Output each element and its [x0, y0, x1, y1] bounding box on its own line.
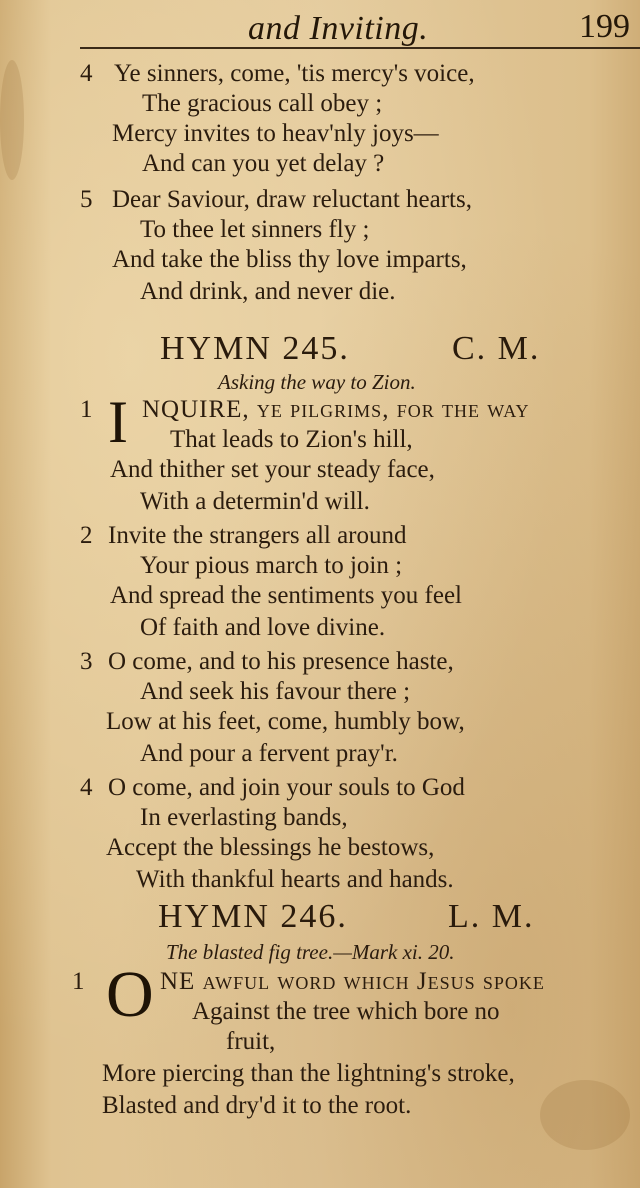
verse-line: Against the tree which bore no — [192, 998, 500, 1025]
verse-line: And thither set your steady face, — [110, 456, 435, 483]
verse-line: Low at his feet, come, humbly bow, — [106, 708, 465, 735]
hymn-subtitle: The blasted fig tree.—Mark xi. 20. — [166, 940, 455, 964]
verse-number: 4 — [80, 60, 93, 87]
hymn-subtitle: Asking the way to Zion. — [218, 370, 416, 394]
running-title: and Inviting. — [248, 10, 429, 47]
verse-line: NE awful word which Jesus spoke — [160, 968, 545, 995]
verse-line: And seek his favour there ; — [140, 678, 411, 705]
verse-number: 2 — [80, 522, 93, 549]
verse-number: 1 — [80, 396, 93, 423]
hymn-heading: HYMN 245. — [160, 330, 350, 367]
hymn-heading: HYMN 246. — [158, 898, 348, 935]
verse-number: 1 — [72, 968, 85, 995]
verse-line: And can you yet delay ? — [142, 150, 385, 177]
verse-line: And spread the sentiments you feel — [110, 582, 462, 609]
drop-cap: I — [108, 389, 128, 455]
verse-line: The gracious call obey ; — [142, 90, 383, 117]
verse-line: And pour a fervent pray'r. — [140, 740, 398, 767]
verse-line: Your pious march to join ; — [140, 552, 403, 579]
page-stain — [540, 1080, 630, 1150]
verse-line: Dear Saviour, draw reluctant hearts, — [112, 186, 472, 213]
verse-line: More piercing than the lightning's stroke, — [102, 1060, 515, 1087]
verse-line: And drink, and never die. — [140, 278, 396, 305]
verse-line: fruit, — [226, 1028, 276, 1055]
drop-cap: O — [106, 958, 154, 1031]
header-rule — [80, 47, 640, 49]
verse-number: 4 — [80, 774, 93, 801]
verse-line: Invite the strangers all around — [108, 522, 407, 549]
verse-line: Of faith and love divine. — [140, 614, 386, 641]
verse-line: Accept the blessings he bestows, — [106, 834, 435, 861]
page-header — [0, 4, 640, 47]
verse-line: And take the bliss thy love imparts, — [112, 246, 467, 273]
verse-line: With thankful hearts and hands. — [136, 866, 454, 893]
verse-line: Mercy invites to heav'nly joys— — [112, 120, 439, 147]
verse-line: Ye sinners, come, 'tis mercy's voice, — [114, 60, 475, 87]
verse-number: 3 — [80, 648, 93, 675]
verse-line: In everlasting bands, — [140, 804, 348, 831]
hymn-meter: C. M. — [452, 330, 541, 367]
verse-line: NQUIRE, ye pilgrims, for the way — [142, 396, 530, 423]
verse-line: Blasted and dry'd it to the root. — [102, 1092, 412, 1119]
verse-line: That leads to Zion's hill, — [170, 426, 413, 453]
hymn-meter: L. M. — [448, 898, 535, 935]
page-stain — [0, 60, 24, 180]
verse-line: With a determin'd will. — [140, 488, 370, 515]
verse-line: To thee let sinners fly ; — [140, 216, 370, 243]
page-number: 199 — [579, 8, 630, 45]
verse-number: 5 — [80, 186, 93, 213]
verse-line: O come, and join your souls to God — [108, 774, 465, 801]
verse-line: O come, and to his presence haste, — [108, 648, 454, 675]
